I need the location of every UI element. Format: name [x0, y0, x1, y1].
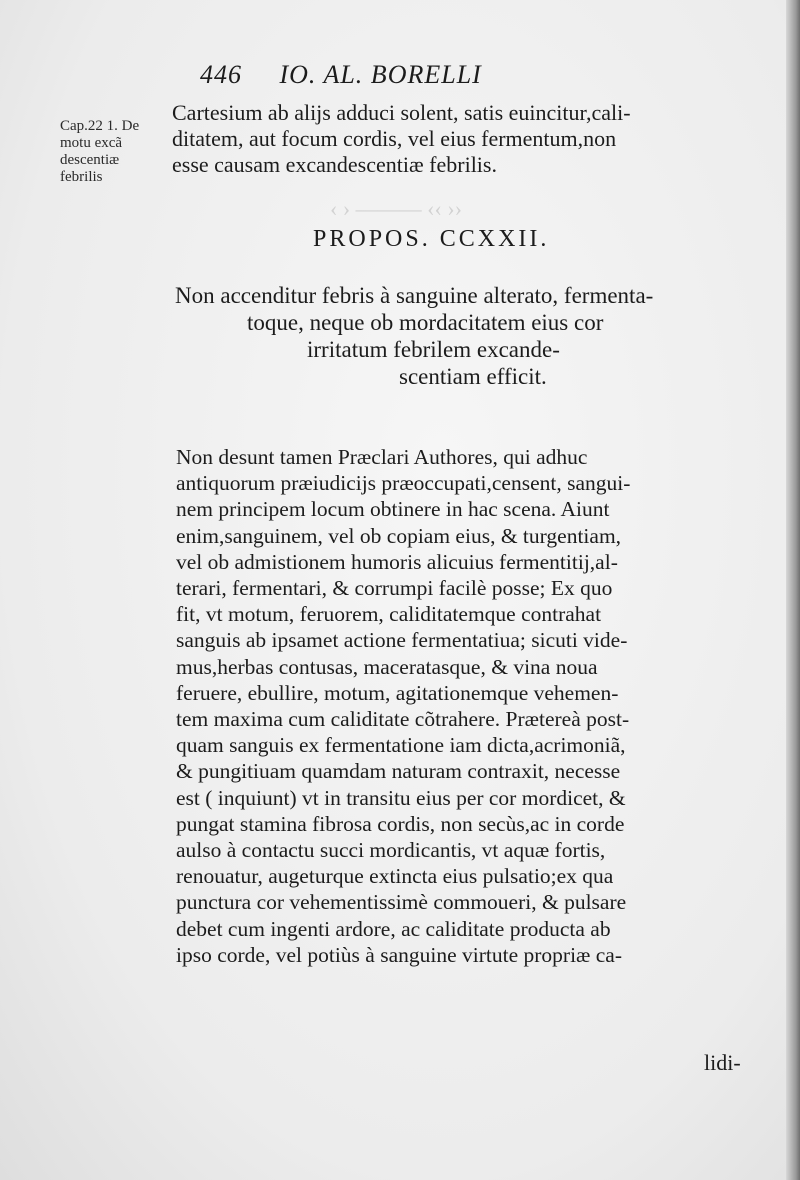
paragraph-line: sanguis ab ipsamet actione fermentatiua; sicuti vide- [176, 628, 628, 653]
paragraph-line: aulso à contactu succi mordicantis, vt aquæ fortis, [176, 838, 606, 863]
proposition-statement [175, 282, 765, 390]
paragraph-line: renouatur, augeturque extincta eius pulsatio;ex qua [176, 864, 614, 889]
paragraph-line: mus,herbas contusas, maceratasque, & vina noua [176, 654, 598, 679]
text-line: Cartesium ab alijs adduci solent, satis euincitur,cali- [172, 100, 631, 125]
paragraph-line: est ( inquiunt) vt in transitu eius per cor mordicet, & [176, 785, 626, 810]
text-line: ditatem, aut focum cordis, vel eius fermentum,non [172, 126, 617, 151]
margin-note-line: descentiæ [60, 152, 120, 168]
paragraph-line: debet cum ingenti ardore, ac caliditate producta ab [176, 916, 611, 941]
proposition-line: scentiam efficit. [399, 364, 547, 389]
proposition-line: irritatum febrilem excande- [307, 337, 560, 362]
show-through-text: ‹‹ ›› ——— ‹ › [330, 196, 462, 221]
intro-text [172, 100, 768, 178]
proposition-title: PROPOS. CCXXII. [313, 226, 550, 252]
paragraph-line: tem maxima cum caliditate cõtrahere. Prætereà post- [176, 707, 630, 732]
running-title: IO. AL. BORELLI [279, 60, 482, 89]
marginal-note [60, 118, 160, 186]
paragraph-line: punctura cor vehementissimè commoueri, & pulsare [176, 890, 627, 915]
paragraph-line: pungat stamina fibrosa cordis, non secùs,ac in corde [176, 811, 625, 836]
paragraph-line: Non desunt tamen Præclari Authores, qui adhuc [176, 445, 588, 469]
paragraph-line: terari, fermentari, & corrumpi facilè posse; Ex quo [176, 576, 613, 601]
page-edge-shadow [786, 0, 800, 1180]
paragraph-line: vel ob admistionem humoris alicuius fermentitij,al- [176, 549, 618, 574]
paragraph-line: nem principem locum obtinere in hac scena. Aiunt [176, 497, 610, 522]
running-header [200, 60, 482, 90]
proposition-line: Non accenditur febris à sanguine alterato, fermenta- [175, 283, 654, 308]
paragraph-line: quam sanguis ex fermentatione iam dicta,acrimoniã, [176, 733, 626, 758]
paragraph-line: fit, vt motum, feruorem, caliditatemque contrahat [176, 602, 602, 627]
margin-note-line: febrilis [60, 169, 103, 185]
catchword: lidi- [704, 1050, 741, 1075]
paragraph-line: & pungitiuam quamdam naturam contraxit, necesse [176, 759, 621, 784]
margin-note-line: Cap.22 1. De [60, 118, 140, 134]
main-paragraph [176, 444, 766, 968]
margin-note-line: motu excã [60, 135, 123, 151]
paragraph-line: ipso corde, vel potiùs à sanguine virtute propriæ ca- [176, 942, 623, 967]
proposition-line: toque, neque ob mordacitatem eius cor [247, 310, 604, 335]
page-number: 446 [200, 60, 242, 89]
paragraph-line: feruere, ebullire, motum, agitationemque vehemen- [176, 680, 619, 705]
paragraph-line: enim,sanguinem, vel ob copiam eius, & turgentiam, [176, 523, 622, 548]
text-line: esse causam excandescentiæ febrilis. [172, 152, 497, 177]
paragraph-line: antiquorum præiudicijs præoccupati,censent, sangui- [176, 471, 631, 496]
